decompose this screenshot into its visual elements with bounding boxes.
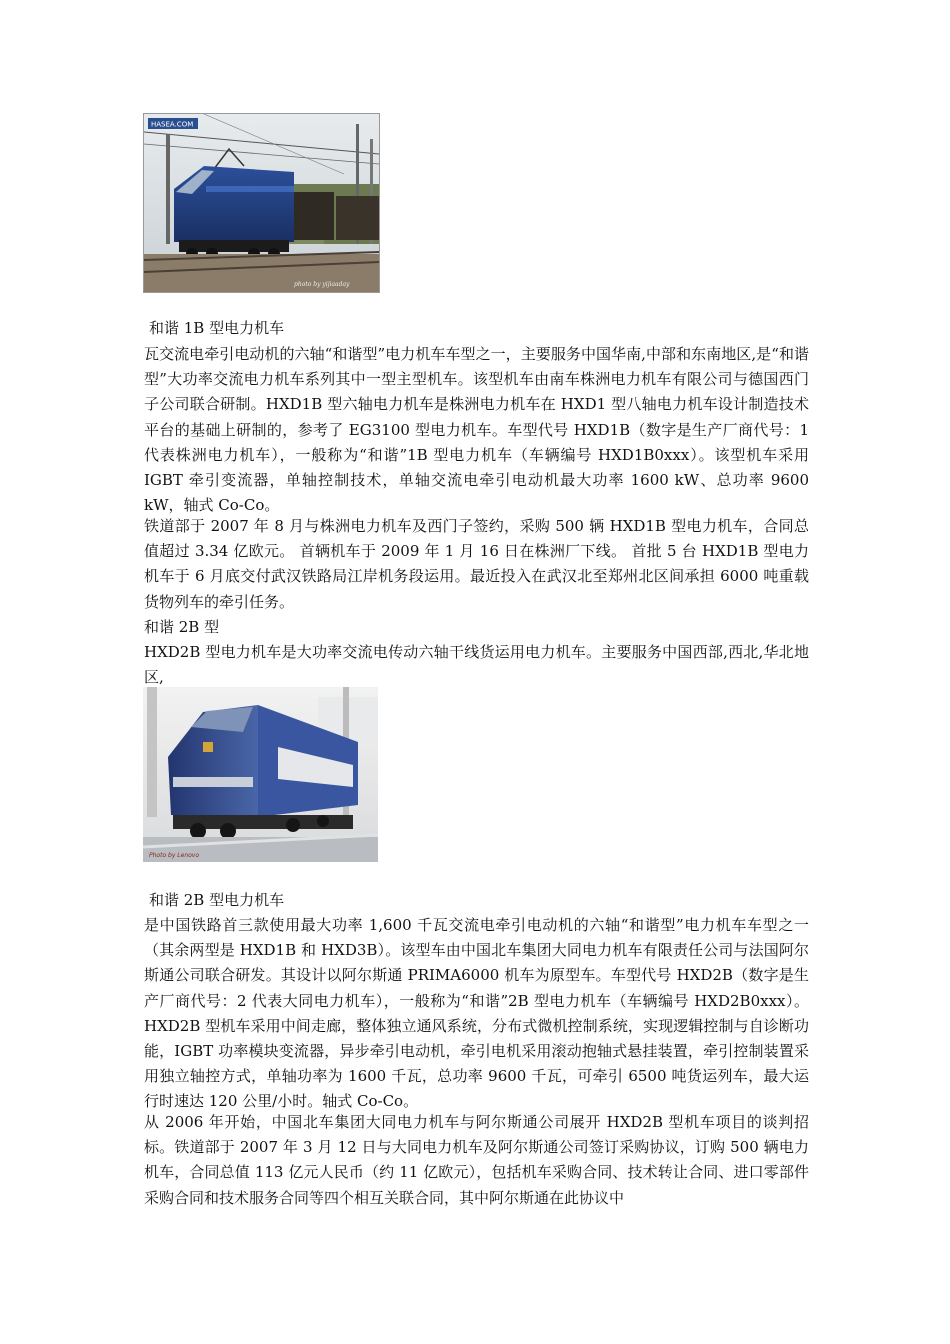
photo-caption-hxd1b: 和谐 1B 型电力机车: [149, 319, 285, 337]
locomotive-photo-hxd1b: [143, 113, 380, 293]
paragraph-hxd1b-procurement: 铁道部于 2007 年 8 月与株洲电力机车及西门子签约，采购 500 辆 HXD1B 型电力机车，合同总值超过 3.34 亿欧元。 首辆机车于 2009 年 1 月 16 日在株洲厂下线。 首批 5 台 HXD1B 型电力机车于 6 月底交付武汉铁路局江岸机务段运用。最近投入在武汉北至郑州北区间承担 6000 吨重载货物列车的牵引任务。: [144, 517, 809, 611]
paragraph-hxd2b-procurement: 从 2006 年开始，中国北车集团大同电力机车与阿尔斯通公司展开 HXD2B 型机车项目的谈判招标。铁道部于 2007 年 3 月 12 日与大同电力机车及阿尔斯通公司签订采购协议，订购 500 辆电力机车，合同总值 113 亿元人民币（约 11 亿欧元），包括机车采购合同、技术转让合同、进口零部件采购合同和技术服务合同等四个相互关联合同，其中阿尔斯通在此协议中: [144, 1113, 809, 1207]
photo-credit: Photo by Lenovo: [149, 852, 200, 859]
locomotive-photo-hxd2b: [143, 687, 378, 862]
paragraph-hxd1b-intro: 瓦交流电牵引电动机的六轴“和谐型”电力机车车型之一，主要服务中国华南,中部和东南地区,是“和谐型”大功率交流电力机车系列其中一型主型机车。该型机车由南车株洲电力机车有限公司与德国西门子公司联合研制。HXD1B 型六轴电力机车是株洲电力机车在 HXD1 型八轴电力机车设计制造技术平台的基础上研制的，参考了 EG3100 型电力机车。车型代号 HXD1B（数字是生产厂商代号：1 代表株洲电力机车），一般称为“和谐”1B 型电力机车（车辆编号 HXD1B0xxx）。该型机车采用 IGBT 牵引变流器，单轴控制技术，单轴交流电牵引电动机最大功率 1600 kW、总功率 9600 kW，轴式 Co-Co。: [144, 345, 809, 515]
paragraph-hxd2b-summary: HXD2B 型电力机车是大功率交流电传动六轴干线货运用电力机车。主要服务中国西部,西北,华北地区,: [144, 643, 809, 687]
section-heading-hxd2b: 和谐 2B 型: [144, 618, 220, 636]
watermark-label: HASEA.COM: [151, 120, 194, 129]
photo-caption-hxd2b: 和谐 2B 型电力机车: [149, 891, 285, 909]
paragraph-hxd2b-intro: 是中国铁路首三款使用最大功率 1,600 千瓦交流电牵引电动机的六轴“和谐型”电力机车车型之一（其余两型是 HXD1B 和 HXD3B）。该型车由中国北车集团大同电力机车有限责任公司与法国阿尔斯通公司联合研发。其设计以阿尔斯通 PRIMA6000 机车为原型车。车型代号 HXD2B（数字是生产厂商代号：2 代表大同电力机车），一般称为“和谐”2B 型电力机车（车辆编号 HXD2B0xxx）。HXD2B 型机车采用中间走廊，整体独立通风系统，分布式微机控制系统，实现逻辑控制与自诊断功能，IGBT 功率模块变流器，异步牵引电动机，牵引电机采用滚动抱轴式悬挂装置，牵引控制装置采用独立轴控方式，单轴功率为 1600 千瓦，总功率 9600 千瓦，可牵引 6500 吨货运列车，最大运行时速达 120 公里/小时。轴式 Co-Co。: [144, 916, 809, 1111]
photo-credit: photo by yijiaaday: [294, 281, 350, 288]
